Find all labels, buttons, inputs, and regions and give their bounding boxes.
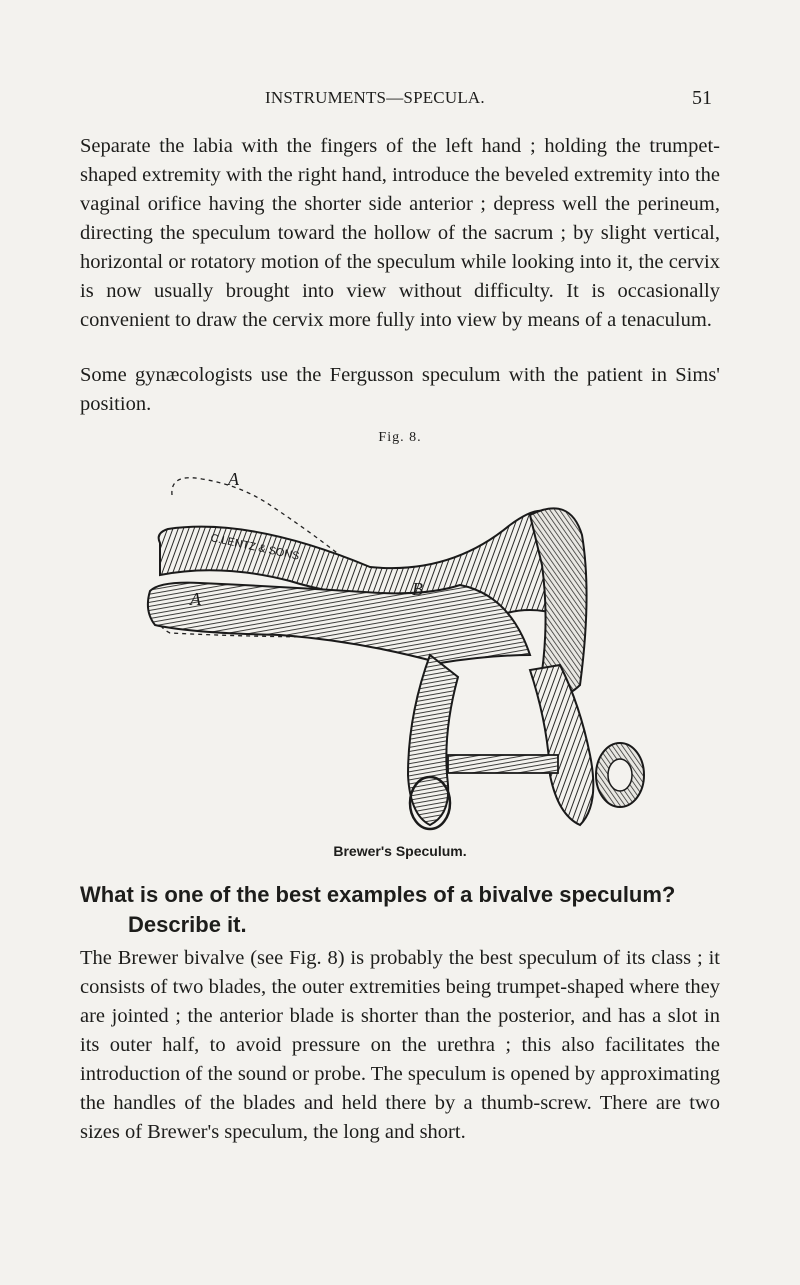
marker-a-left: A bbox=[190, 589, 201, 609]
running-head: INSTRUMENTS—SPECULA. bbox=[265, 88, 485, 107]
question-heading-continued: Describe it. bbox=[128, 912, 247, 937]
question-heading: What is one of the best examples of a bivalve speculum? bbox=[80, 882, 676, 907]
paragraph-fergusson-note: Some gynæcologists use the Fergusson speculum with the patient in Sims' position. bbox=[80, 364, 720, 415]
page-number: 51 bbox=[692, 87, 712, 109]
thumb-screw-rod bbox=[448, 755, 558, 773]
posterior-blade bbox=[148, 583, 530, 663]
thumb-screw-knob-center bbox=[608, 759, 632, 791]
figure-label: Fig. 8. bbox=[378, 430, 422, 445]
marker-b: B bbox=[412, 579, 423, 599]
maker-engraving: C.LENTZ & SONS bbox=[209, 532, 301, 563]
right-handle bbox=[530, 665, 593, 825]
brewer-speculum-illustration bbox=[130, 455, 690, 845]
answer-paragraph: The Brewer bivalve (see Fig. 8) is probably the best speculum of its class ; it consists of two blades, the outer extremities being trumpet-shaped where they are jointed ; the anterior blade is shorter than the posterior, and has a slot in its outer half, to avoid pressure on the urethra ; this also facilitates the introduction of the sound or probe. The speculum is opened by approximating the handles of the blades and held there by a thumb-screw. There are two sizes of Brewer's speculum, the long and short. bbox=[80, 947, 720, 1143]
page-header bbox=[80, 88, 720, 118]
marker-a-top: A bbox=[228, 469, 239, 489]
figure-caption: Brewer's Speculum. bbox=[333, 843, 467, 859]
paragraph-insertion-technique: Separate the labia with the fingers of the left hand ; holding the trumpet-shaped extremity with the right hand, introduce the beveled extremity into the vaginal orifice having the shorter side anterior ; depress well the perineum, directing the speculum toward the hollow of the sacrum ; by slight vertical, horizontal or rotatory motion of the speculum while looking into it, the cervix is now usually brought into view without difficulty. It is occasionally convenient to draw the cervix more fully into view by means of a tenaculum. bbox=[80, 135, 720, 331]
